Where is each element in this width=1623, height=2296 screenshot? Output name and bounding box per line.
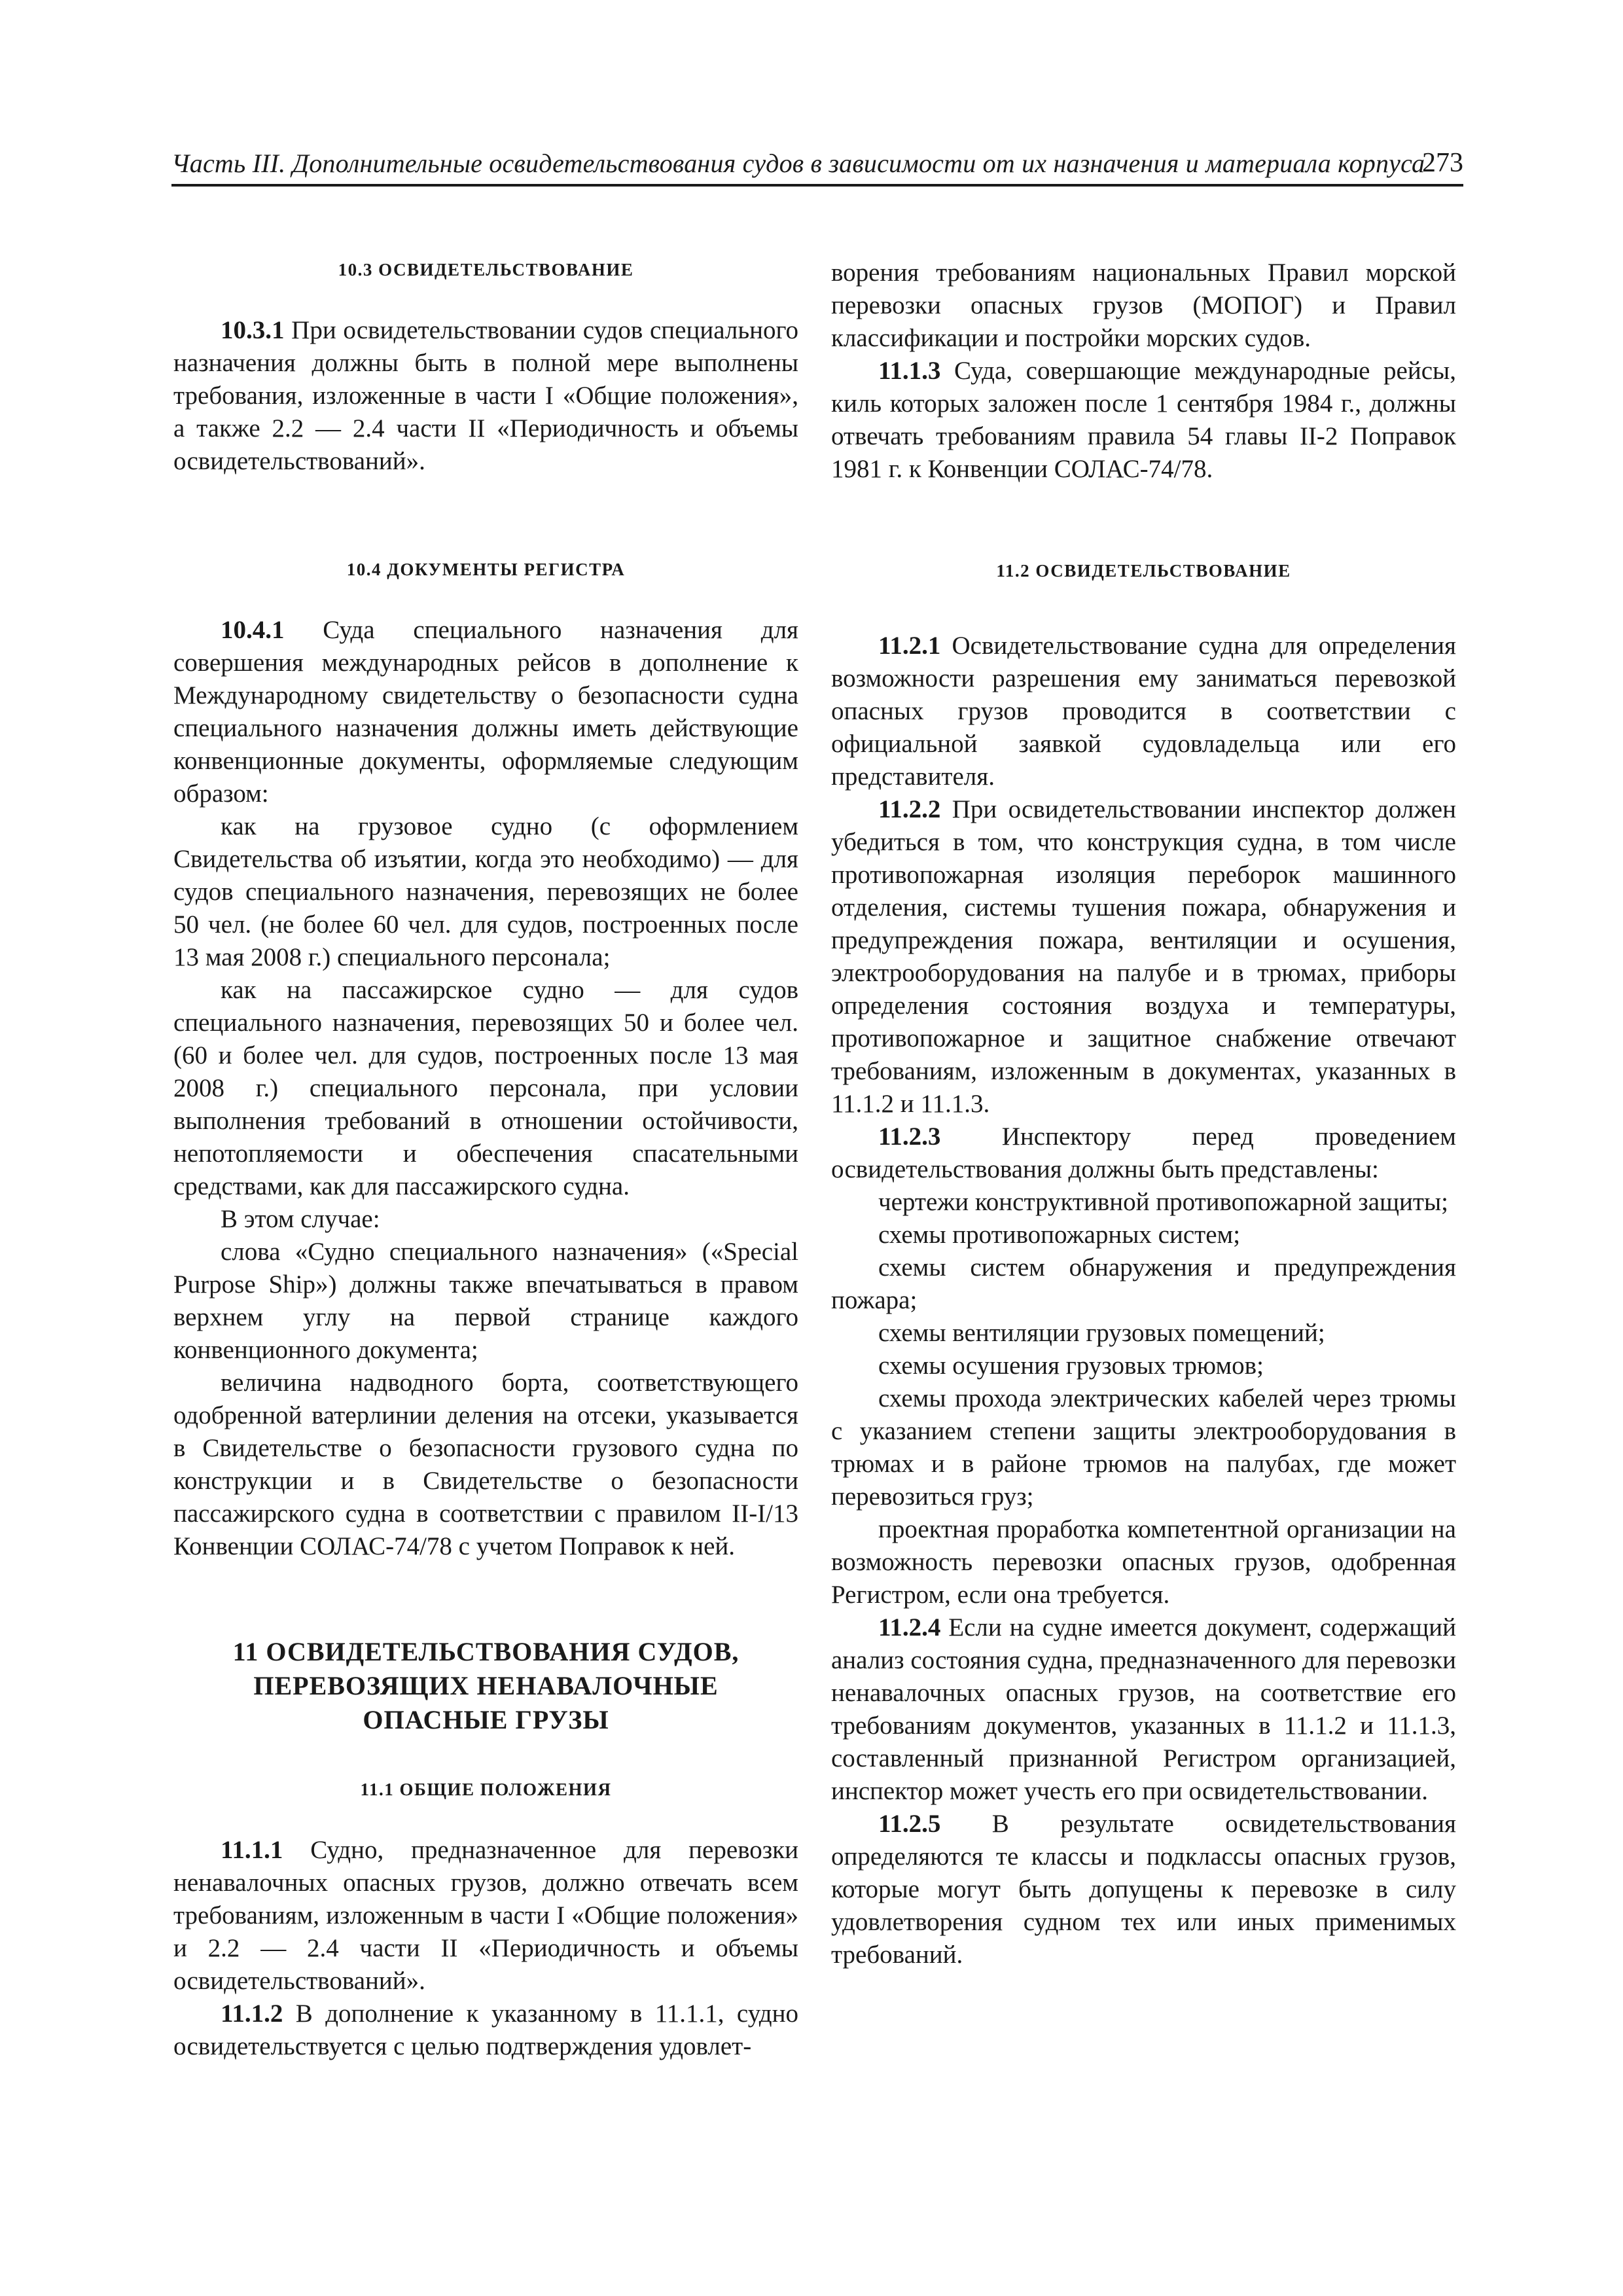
clause-number: 11.2.1 (878, 632, 941, 660)
clause-number: 11.1.2 (221, 2000, 283, 2028)
paragraph-11-2-2 (831, 793, 1456, 1121)
clause-text: Если на судне имеется документ, содержащий анализ состояния судна, предназначенного для перевозки ненавалочных опасных грузов, на соответствие его требованиям документов, указанных в 11.1.2 и 11.1.3, составленный признанной Регистром организацией, инспектор может учесть его при освидетельствовании. (831, 1613, 1456, 1805)
paragraph-10-3-1 (173, 314, 798, 478)
clause-number: 11.2.5 (878, 1810, 941, 1838)
list-item: величина надводного борта, соответствующего одобренной ватерлинии деления на отсеки, указывается в Свидетельстве о безопасности грузового судна по конструкции и в Свидетельстве о безопасности пассажирского судна в соответствии с правилом II-I/13 Конвенции СОЛАС-74/78 с учетом Поправок к ней. (173, 1369, 798, 1560)
clause-number: 10.3.1 (221, 316, 285, 344)
clause-text: Судно, предназначенное для перевозки ненавалочных опасных грузов, должно отвечать всем требованиям, изложенным в части I «Общие положения» и 2.2 — 2.4 части II «Периодичность и объемы освидетельствований». (173, 1836, 798, 1995)
list-item: схемы прохода электрических кабелей через трюмы с указанием степени защиты электрооборудования в трюмах и в районе трюмов на палубах, где может перевозиться груз; (831, 1384, 1456, 1511)
list-item: схемы осушения грузовых трюмов; (878, 1352, 1264, 1380)
left-column (173, 257, 798, 2063)
right-column (831, 257, 1456, 1971)
section-title-10-4: 10.4 ДОКУМЕНТЫ РЕГИСТРА (346, 560, 626, 579)
section-title-11-1: 11.1 ОБЩИЕ ПОЛОЖЕНИЯ (360, 1780, 612, 1799)
paragraph-11-2-4 (831, 1611, 1456, 1808)
page-header (171, 141, 1463, 187)
list-item: схемы систем обнаружения и предупреждения пожара; (831, 1253, 1456, 1314)
in-this-case-label: В этом случае: (221, 1205, 380, 1233)
list-item: как на пассажирское судно — для судов специального назначения, перевозящих 50 и более чел. (60 и более чел. для судов, построенных после 13 мая 2008 г.) специального персонала, при условии выполнения требований в отношении остойчивости, непотопляемости и обеспечения спасательными средствами, как для пассажирского судна. (173, 976, 798, 1200)
clause-text: Суда, совершающие международные рейсы, киль которых заложен после 1 сентября 1984 г., должны отвечать требованиям правила 54 главы II-2 Поправок 1981 г. к Конвенции СОЛАС-74/78. (831, 357, 1456, 483)
clause-number: 11.2.4 (878, 1613, 941, 1641)
section-title-10-3: 10.3 ОСВИДЕТЕЛЬСТВОВАНИЕ (338, 260, 634, 279)
clause-number: 10.4.1 (221, 616, 285, 644)
paragraph-11-1-3 (831, 355, 1456, 486)
paragraph-continuation: ворения требованиям национальных Правил морской перевозки опасных грузов (МОПОГ) и Правил классификации и постройки морских судов. (831, 259, 1456, 352)
clause-text: Суда специального назначения для совершения международных рейсов в дополнение к Международному свидетельству о безопасности судна специального назначения должны иметь действующие конвенционные документы, оформляемые следующим образом: (173, 616, 798, 808)
clause-text: В результате освидетельствования определяются те классы и подклассы опасных грузов, которые могут быть допущены к перевозке в силу удовлетворения судном тех или иных применимых требований. (831, 1810, 1456, 1969)
clause-number: 11.1.3 (878, 357, 941, 385)
clause-text: При освидетельствовании судов специального назначения должны быть в полной мере выполнены требования, изложенные в части I «Общие положения», а также 2.2 — 2.4 части II «Периодичность и объемы освидетельствований». (173, 316, 798, 475)
page-number: 273 (1422, 148, 1463, 178)
list-item: чертежи конструктивной противопожарной защиты; (878, 1188, 1449, 1216)
chapter-title-line: ПЕРЕВОЗЯЩИХ НЕНАВАЛОЧНЫЕ (253, 1671, 719, 1700)
clause-number: 11.2.2 (878, 795, 941, 823)
clause-text: При освидетельствовании инспектор должен убедиться в том, что конструкция судна, в том числе противопожарная изоляция переборок машинного отделения, системы тушения пожара, обнаружения и предупреждения пожара, вентиляции и осушения, электрооборудования на палубе и в трюмах, приборы определения состояния воздуха и температуры, противопожарное и защитное снабжение отвечают требованиям, изложенным в документах, указанных в 11.1.2 и 11.1.3. (831, 795, 1456, 1118)
paragraph-10-4-1 (173, 614, 798, 810)
paragraph-11-2-5 (831, 1808, 1456, 1971)
clause-number: 11.2.3 (878, 1122, 941, 1151)
running-head: Часть III. Дополнительные освидетельствования судов в зависимости от их назначения и материала корпуса (171, 149, 1425, 178)
clause-number: 11.1.1 (221, 1836, 283, 1864)
list-item: слова «Судно специального назначения» («Special Purpose Ship») должны также впечатываться в правом верхнем углу на первой странице каждого конвенционного документа; (173, 1238, 798, 1364)
clause-text: Освидетельствование судна для определения возможности разрешения ему заниматься перевозкой опасных грузов проводится в соответствии с официальной заявкой судовладельца или его представителя. (831, 632, 1456, 791)
chapter-title-11 (173, 1635, 798, 1737)
paragraph-11-1-1 (173, 1834, 798, 1998)
chapter-title-line: 11 ОСВИДЕТЕЛЬСТВОВАНИЯ СУДОВ, (232, 1637, 740, 1666)
list-item: проектная проработка компетентной организации на возможность перевозки опасных грузов, одобренная Регистром, если она требуется. (831, 1515, 1456, 1609)
chapter-title-line: ОПАСНЫЕ ГРУЗЫ (363, 1705, 609, 1734)
list-item: схемы вентиляции грузовых помещений; (878, 1319, 1325, 1347)
clause-text: Инспектору перед проведением освидетельствования должны быть представлены: (831, 1122, 1456, 1183)
paragraph-11-1-2 (173, 1998, 798, 2063)
paragraph-11-2-3 (831, 1121, 1456, 1186)
list-item: как на грузовое судно (с оформлением Свидетельства об изъятии, когда это необходимо) — для судов специального назначения, перевозящих не более 50 чел. (не более 60 чел. для судов, построенных после 13 мая 2008 г.) специального персонала; (173, 812, 798, 971)
section-title-11-2: 11.2 ОСВИДЕТЕЛЬСТВОВАНИЕ (996, 561, 1291, 581)
paragraph-11-2-1 (831, 630, 1456, 793)
clause-text: В дополнение к указанному в 11.1.1, судно освидетельствуется с целью подтверждения удовлет- (173, 2000, 798, 2060)
list-item: схемы противопожарных систем; (878, 1221, 1241, 1249)
